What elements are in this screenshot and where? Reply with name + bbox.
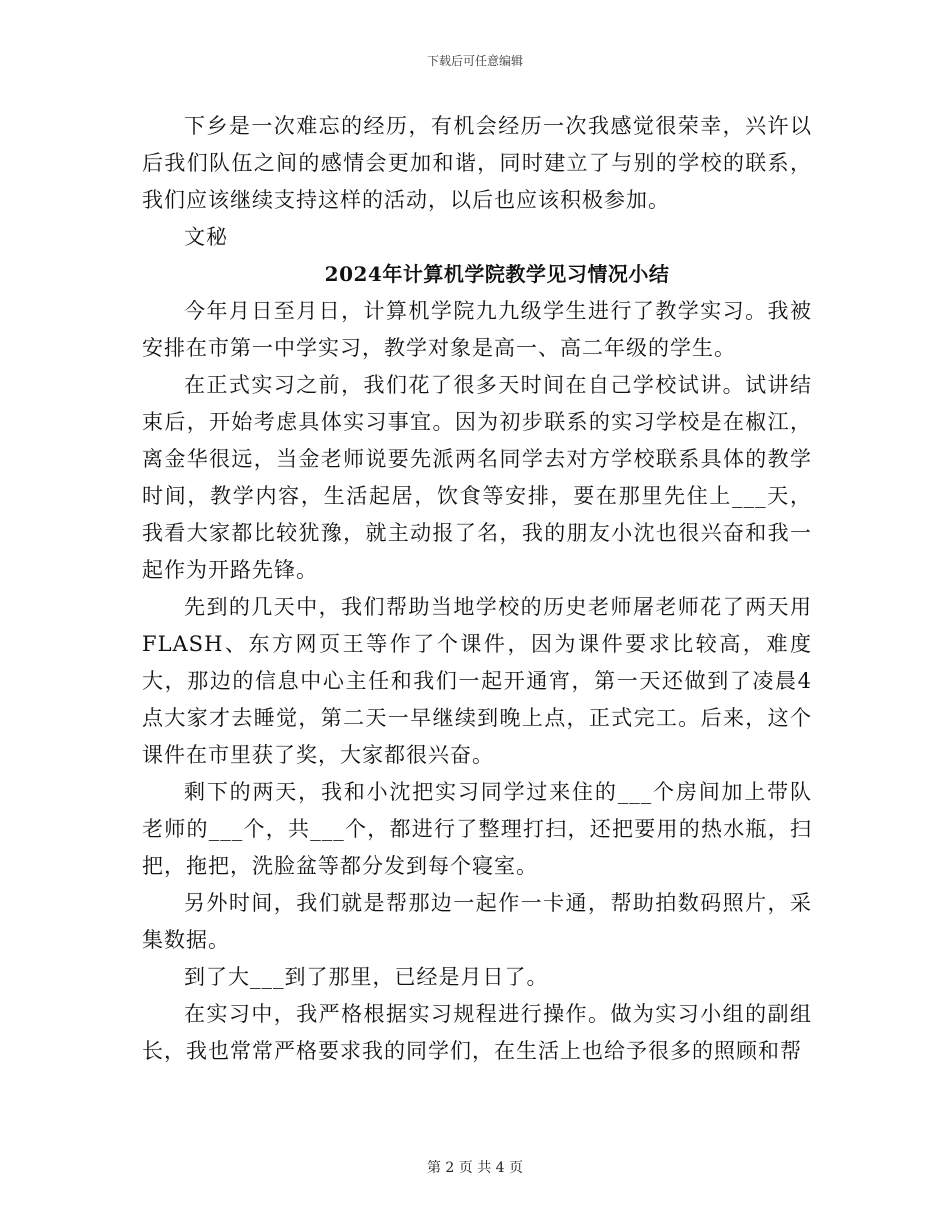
paragraph: 今年月日至月日，计算机学院九九级学生进行了教学实习。我被安排在市第一中学实习，教学对象是高一、高二年级的学生。 xyxy=(142,299,812,360)
paragraph: 另外时间，我们就是帮那边一起作一卡通，帮助拍数码照片，采集数据。 xyxy=(142,891,812,952)
paragraph: 剩下的两天，我和小沈把实习同学过来住的___个房间加上带队老师的___个，共___个，都进行了整理打扫，还把要用的热水瓶，扫把，拖把，洗脸盆等都分发到每个寝室。 xyxy=(142,780,812,878)
paragraph: 先到的几天中，我们帮助当地学校的历史老师屠老师花了两天用FLASH、东方网页王等作了个课件，因为课件要求比较高，难度大，那边的信息中心主任和我们一起开通宵，第一天还做到了凌晨4点大家才去睡觉，第二天一早继续到晚上点，正式完工。后来，这个课件在市里获了奖，大家都很兴奋。 xyxy=(142,595,812,767)
page-header: 下载后可任意编辑 xyxy=(426,54,523,68)
paragraph: 在正式实习之前，我们花了很多天时间在自己学校试讲。试讲结束后，开始考虑具体实习事宜。因为初步联系的实习学校是在椒江，离金华很远，当金老师说要先派两名同学去对方学校联系具体的教学时间，教学内容，生活起居，饮食等安排，要在那里先住上___天，我看大家都比较犹豫，就主动报了名，我的朋友小沈也很兴奋和我一起作为开路先锋。 xyxy=(142,373,812,582)
page-footer: 第 2 页 共 4 页 xyxy=(426,1160,524,1176)
paragraph: 下乡是一次难忘的经历，有机会经历一次我感觉很荣幸，兴许以后我们队伍之间的感情会更加和谐，同时建立了与别的学校的联系，我们应该继续支持这样的活动，以后也应该积极参加。 xyxy=(142,114,812,212)
document-title: 2024年计算机学院教学见习情况小结 xyxy=(324,262,670,286)
paragraph: 在实习中，我严格根据实习规程进行操作。做为实习小组的副组长，我也常常严格要求我的同学们，在生活上也给予很多的照顾和帮 xyxy=(142,1002,812,1063)
document-body xyxy=(142,108,812,1070)
paragraph: 到了大___到了那里，已经是月日了。 xyxy=(184,965,549,989)
paragraph: 文秘 xyxy=(184,225,228,249)
